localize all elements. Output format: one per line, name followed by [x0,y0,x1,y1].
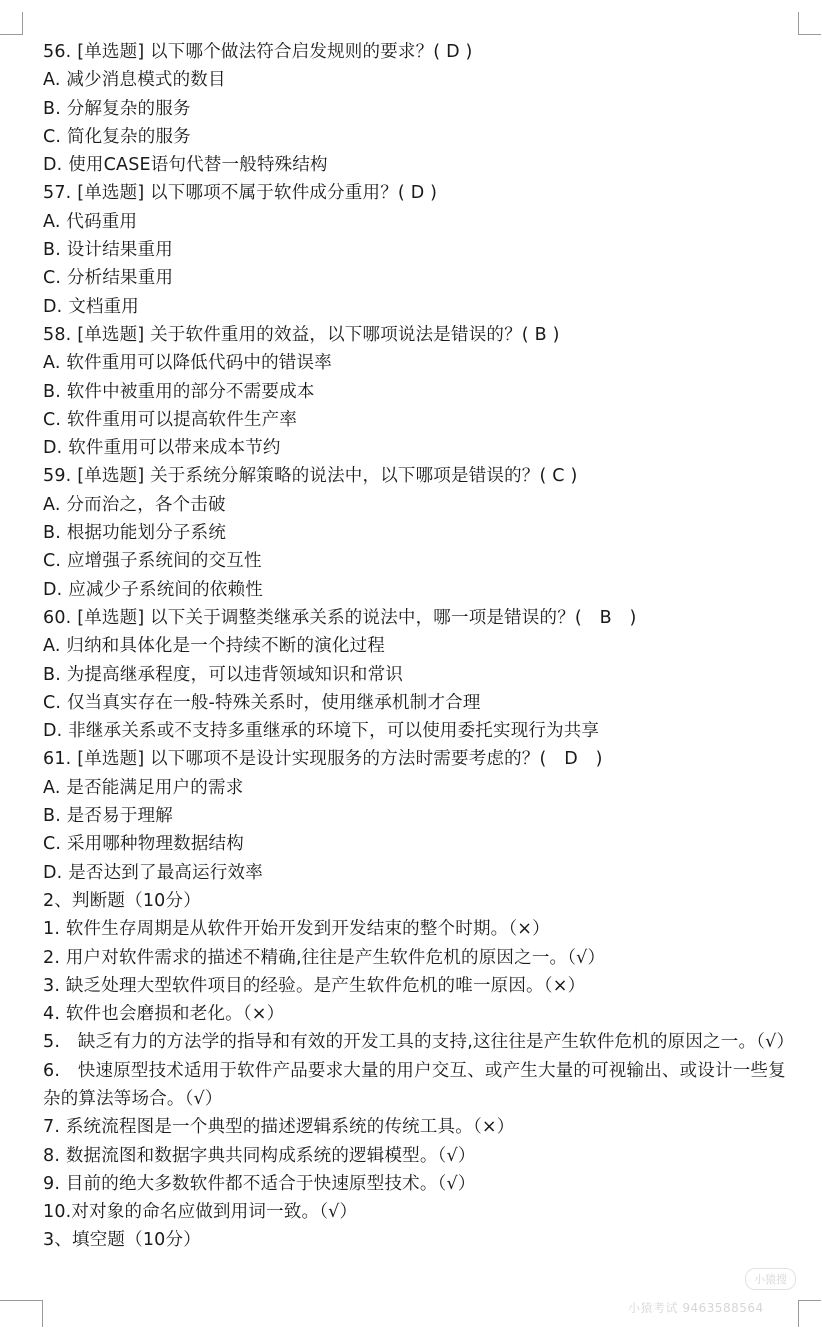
page-corner-mark-top-right [798,12,821,35]
judgment-item-2: 2. 用户对软件需求的描述不精确,往往是产生软件危机的原因之一。（√） [43,947,606,968]
question-59-option-b: B. 根据功能划分子系统 [43,523,227,544]
judgment-item-7: 7. 系统流程图是一个典型的描述逻辑系统的传统工具。（×） [43,1117,515,1138]
judgment-item-6: 6. 快速原型技术适用于软件产品要求大量的用户交互、或产生大量的可视输出、或设计一些复杂的算法等场合。（√） [43,1060,786,1109]
question-61-option-a: A. 是否能满足用户的需求 [43,777,244,798]
question-60-title: 60. [单选题] 以下关于调整类继承关系的说法中，哪一项是错误的？( B ) [43,607,637,628]
question-58-option-c: C. 软件重用可以提高软件生产率 [43,409,298,430]
question-58-option-d: D. 软件重用可以带来成本节约 [43,438,281,459]
question-57-option-d: D. 文档重用 [43,296,140,317]
question-59-option-c: C. 应增强子系统间的交互性 [43,551,262,572]
question-61-option-c: C. 采用哪种物理数据结构 [43,834,244,855]
judgment-item-3: 3. 缺乏处理大型软件项目的经验。是产生软件危机的唯一原因。（×） [43,975,586,996]
judgment-item-5: 5. 缺乏有力的方法学的指导和有效的开发工具的支持,这往往是产生软件危机的原因之一。（√） [43,1032,795,1053]
question-58-title: 58. [单选题] 关于软件重用的效益，以下哪项说法是错误的？( B ) [43,324,560,345]
question-60-option-a: A. 归纳和具体化是一个持续不断的演化过程 [43,636,385,657]
question-56-option-d: D. 使用CASE语句代替一般特殊结构 [43,155,328,176]
question-58-option-b: B. 软件中被重用的部分不需要成本 [43,381,315,402]
question-56-title: 56. [单选题] 以下哪个做法符合启发规则的要求？( D ) [43,42,473,62]
question-59-option-d: D. 应减少子系统间的依赖性 [43,579,263,600]
question-57-option-c: C. 分析结果重用 [43,268,174,289]
question-56-option-a: A. 减少消息模式的数目 [43,70,226,91]
document-body [43,38,803,1255]
page-corner-mark-bottom-right [798,1300,821,1327]
question-56-option-b: B. 分解复杂的服务 [43,98,191,119]
question-60-option-b: B. 为提高继承程度，可以违背领域知识和常识 [43,664,404,685]
question-61-option-b: B. 是否易于理解 [43,806,173,827]
question-57-option-b: B. 设计结果重用 [43,240,173,261]
question-59-title: 59. [单选题] 关于系统分解策略的说法中，以下哪项是错误的？( C ) [43,466,578,487]
question-56-option-c: C. 简化复杂的服务 [43,126,191,147]
section-heading-fill-in: 3、填空题（10分） [43,1230,201,1251]
question-61-option-d: D. 是否达到了最高运行效率 [43,862,263,883]
page-corner-mark-top-left [0,12,23,35]
section-heading-true-false: 2、判断题（10分） [43,890,201,911]
judgment-item-9: 9. 目前的绝大多数软件都不适合于快速原型技术。（√） [43,1173,476,1194]
question-61-title: 61. [单选题] 以下哪项不是设计实现服务的方法时需要考虑的？( D ) [43,749,603,770]
question-60-option-d: D. 非继承关系或不支持多重继承的环境下，可以使用委托实现行为共享 [43,721,600,742]
judgment-item-10: 10.对对象的命名应做到用词一致。（√） [43,1202,358,1223]
question-57-option-a: A. 代码重用 [43,211,138,232]
page-corner-mark-bottom-left [0,1300,43,1327]
question-57-title: 57. [单选题] 以下哪项不属于软件成分重用？( D ) [43,183,438,204]
watermark-text: 小猿考试 9463588564 [628,1301,764,1315]
question-59-option-a: A. 分而治之，各个击破 [43,494,226,515]
watermark-badge: 小猿搜 [745,1268,796,1290]
judgment-item-4: 4. 软件也会磨损和老化。（×） [43,1004,285,1025]
judgment-item-1: 1. 软件生存周期是从软件开始开发到开发结束的整个时期。（×） [43,919,550,940]
question-58-option-a: A. 软件重用可以降低代码中的错误率 [43,353,332,374]
question-60-option-c: C. 仅当真实存在一般-特殊关系时，使用继承机制才合理 [43,692,481,713]
judgment-item-8: 8. 数据流图和数据字典共同构成系统的逻辑模型。（√） [43,1145,476,1166]
